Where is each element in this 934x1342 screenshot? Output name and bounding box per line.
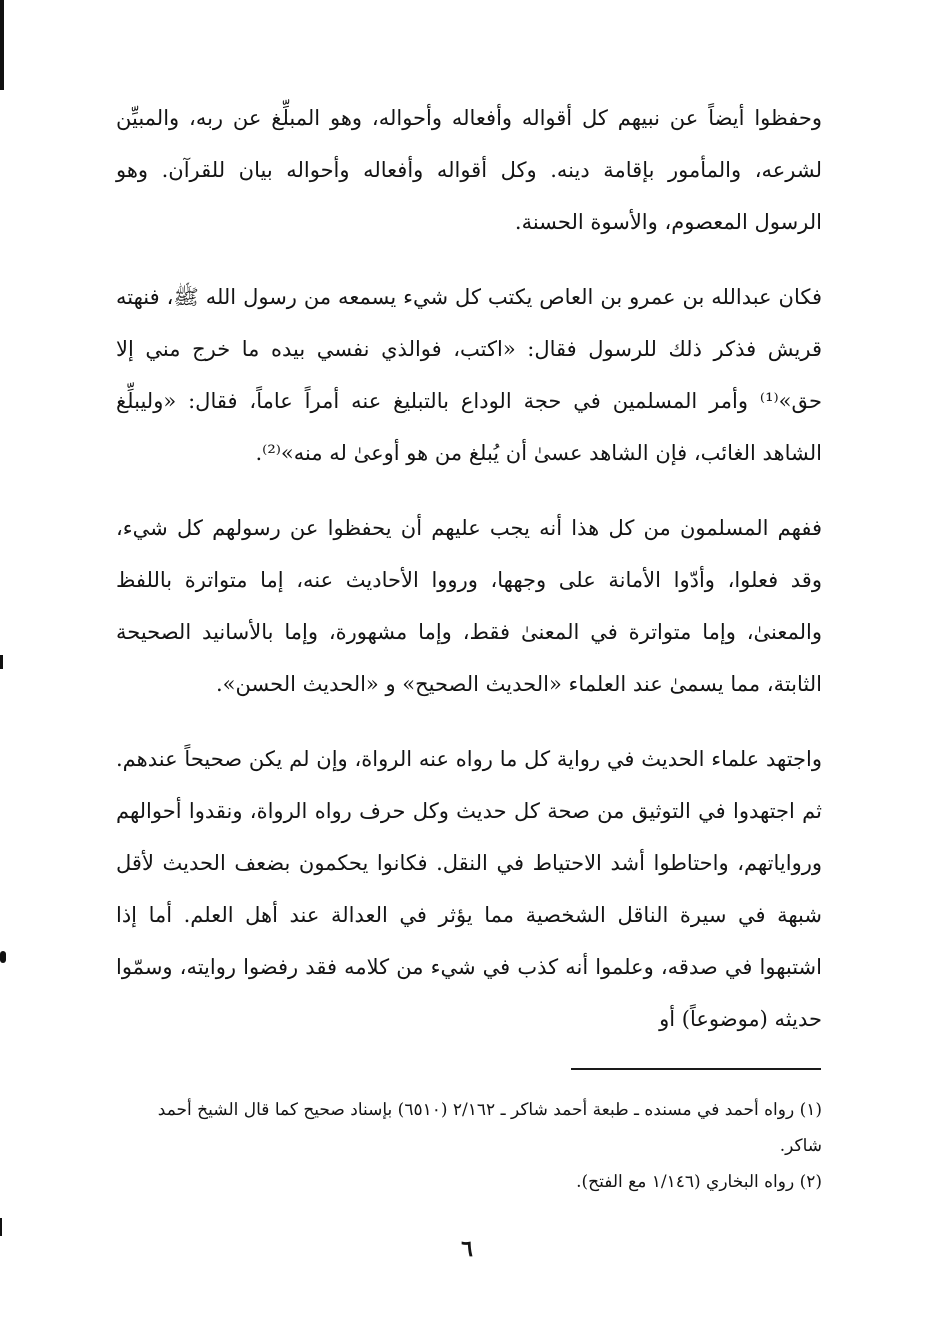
footnote-separator [571,1068,821,1070]
scan-edge-mark [0,655,3,669]
page-body [116,92,822,1068]
footnote: (١) رواه أحمد في مسنده ـ طبعة أحمد شاكر ـ ٢/١٦٢ (٦٥١٠) بإسناد صحيح كما قال الشيخ أحمد شاكر. [157,1100,822,1156]
footnote: (٢) رواه البخاري (١/١٤٦ مع الفتح). [576,1172,822,1192]
paragraph: وحفظوا أيضاً عن نبيهم كل أقواله وأفعاله وأحواله، وهو المبلِّغ عن ربه، والمبيِّن لشرعه، والمأمور بإقامة دينه. وكل أقواله وأفعاله وأحواله بيان للقرآن. وهو الرسول المعصوم، والأسوة الحسنة. [116,106,822,234]
page-number: ٦ [461,1236,473,1262]
paragraph: واجتهد علماء الحديث في رواية كل ما رواه عنه الرواة، وإن لم يكن صحيحاً عندهم. ثم اجتهدوا في التوثيق من صحة كل حديث وكل حرف رواه الرواة، ونقدوا أحوالهم ورواياتهم، واحتاطوا أشد الاحتياط في النقل. فكانوا يحكمون بضعف الحديث لأقل شبهة في سيرة الناقل الشخصية مما يؤثر في العدالة عند أهل العلم. أما إذا اشتبهوا في صدقه، وعلموا أنه كذب في شيء من كلامه فقد رفضوا روايته، وسمّوا حديثه (موضوعاً) أو [116,747,822,1031]
paragraph: ففهم المسلمون من كل هذا أنه يجب عليهم أن يحفظوا عن رسولهم كل شيء، وقد فعلوا، وأدّوا الأمانة على وجهها، ورووا الأحاديث عنه، إما متواترة باللفظ والمعنىٰ، وإما متواترة في المعنىٰ فقط، وإما مشهورة، وإما بالأسانيد الصحيحة الثابتة، مما يسمىٰ عند العلماء «الحديث الصحيح» و «الحديث الحسن». [116,516,822,696]
scan-edge-mark [0,951,6,963]
footnotes [116,1092,822,1200]
scan-edge-mark [0,0,4,90]
scan-edge-mark [0,1218,2,1236]
paragraph: فكان عبدالله بن عمرو بن العاص يكتب كل شيء يسمعه من رسول الله ﷺ، فنهته قريش فذكر ذلك للرسول فقال: «اكتب، فوالذي نفسي بيده ما خرج مني إلا حق»⁽¹⁾ وأمر المسلمين في حجة الوداع بالتبليغ عنه أمراً عاماً، فقال: «وليبلِّغ الشاهد الغائب، فإن الشاهد عسىٰ أن يُبلغ من هو أوعىٰ له منه»⁽²⁾. [116,285,822,465]
